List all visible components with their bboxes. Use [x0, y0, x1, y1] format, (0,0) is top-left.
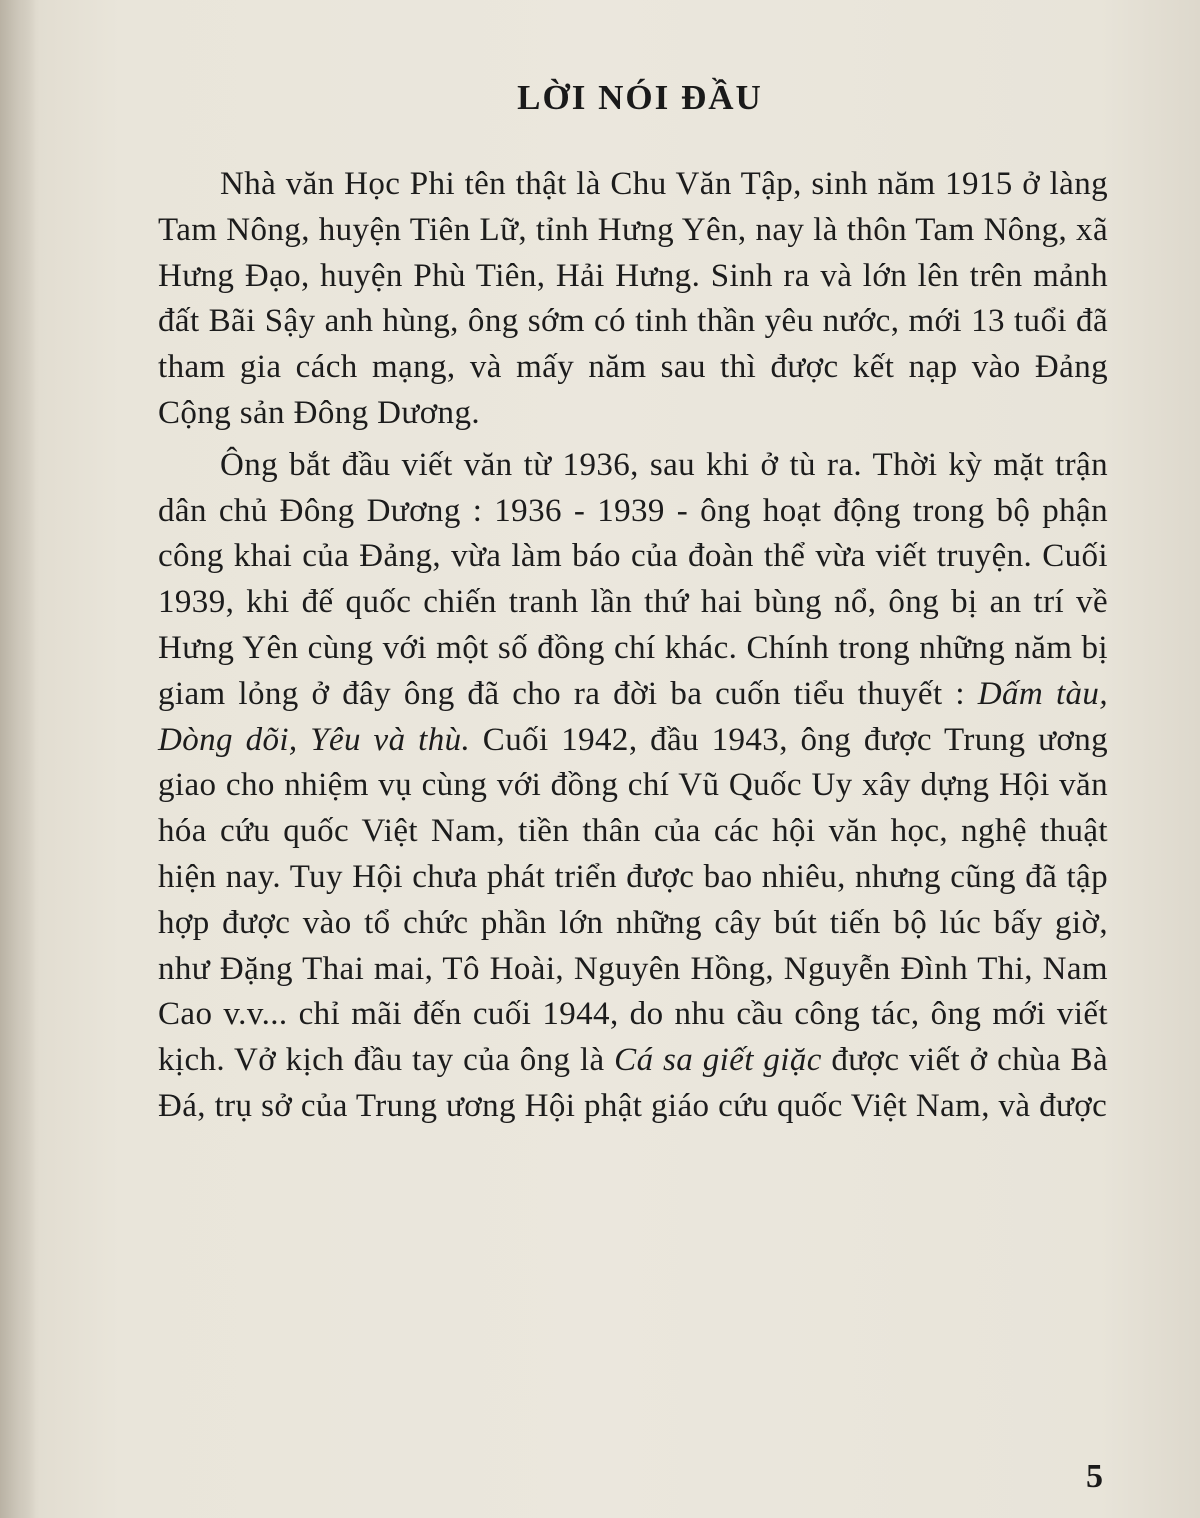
page-spine-shadow [0, 0, 36, 1518]
paragraph-2-text-c: được viết ở chùa Bà Đá, trụ sở của Trung ương Hội phật giáo cứu quốc Việt Nam, và được [158, 1042, 1109, 1124]
novel-titles: Dấm tàu, Dòng dõi, Yêu và thù. [158, 675, 1108, 758]
paragraph-1 [158, 162, 1108, 437]
page-title: LỜI NÓI ĐẦU [517, 78, 763, 117]
paragraph-2-text-a: Ông bắt đầu viết văn từ 1936, sau khi ở tù ra. Thời kỳ mặt trận dân chủ Đông Dương : 1936 - 1939 - ông hoạt động trong bộ phận công khai của Đảng, vừa làm báo của đoàn thể vừa viết truyện. Cuối 1939, khi đế quốc chiến tranh lần thứ hai bùng nổ, ông bị an trí về Hưng Yên cùng với một số đồng chí khác. Chính trong những năm bị giam lỏng ở đây ông đã cho ra đời ba cuốn tiểu thuyết : [158, 446, 1108, 712]
body-text [158, 162, 1108, 1130]
paragraph-1-text: Nhà văn Học Phi tên thật là Chu Văn Tập, sinh năm 1915 ở làng Tam Nông, huyện Tiên Lữ, tỉnh Hưng Yên, nay là thôn Tam Nông, xã Hưng Đạo, huyện Phù Tiên, Hải Hưng. Sinh ra và lớn lên trên mảnh đất Bãi Sậy anh hùng, ông sớm có tinh thần yêu nước, mới 13 tuổi đã tham gia cách mạng, và mấy năm sau thì được kết nạp vào Đảng Cộng sản Đông Dương. [158, 166, 1108, 431]
play-title: Cá sa giết giặc [614, 1042, 822, 1079]
paragraph-2-text-b: Cuối 1942, đầu 1943, ông được Trung ương giao cho nhiệm vụ cùng với đồng chí Vũ Quốc Uy xây dựng Hội văn hóa cứu quốc Việt Nam, tiền thân của các hội văn học, nghệ thuật hiện nay. Tuy Hội chưa phát triển được bao nhiêu, nhưng cũng đã tập hợp được vào tổ chức phần lớn những cây bút tiến bộ lúc bấy giờ, như Đặng Thai mai, Tô Hoài, Nguyên Hồng, Nguyễn Đình Thi, Nam Cao v.v... chỉ mãi đến cuối 1944, do nhu cầu công tác, ông mới viết kịch. Vở kịch đầu tay của ông là [158, 721, 1109, 1079]
paragraph-2 [158, 443, 1108, 1130]
page-number: 5 [1086, 1458, 1103, 1495]
